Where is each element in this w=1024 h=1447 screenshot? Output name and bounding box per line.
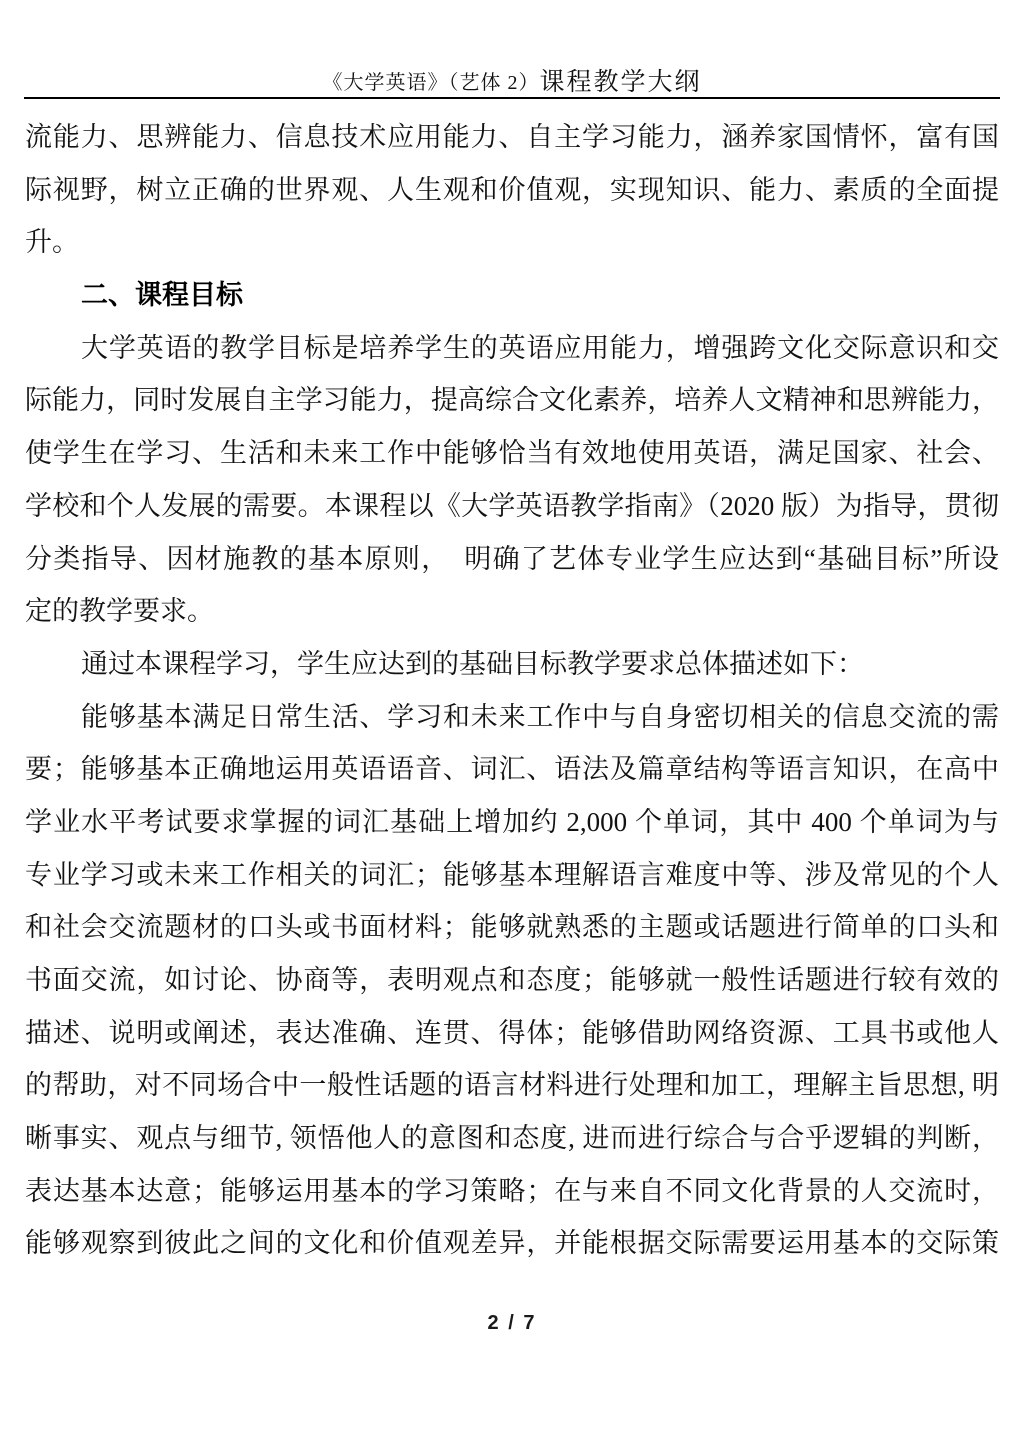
text-line: 分类指导、因材施教的基本原则， 明确了艺体专业学生应达到“基础目标”所设 xyxy=(25,543,999,574)
text-line: 能够观察到彼此之间的文化和价值观差异，并能根据交际需要运用基本的交际策 xyxy=(25,1228,999,1259)
text-line: 学校和个人发展的需要。本课程以《大学英语教学指南》（2020 版）为指导，贯彻 xyxy=(25,490,999,521)
text-line: 的帮助，对不同场合中一般性话题的语言材料进行处理和加工，理解主旨思想, 明 xyxy=(25,1070,999,1101)
text-line: 通过本课程学习，学生应达到的基础目标教学要求总体描述如下： xyxy=(81,648,864,679)
header-title-prefix: 《大学英语》（艺体 2） xyxy=(322,72,540,94)
header-title-main: 课程教学大纲 xyxy=(539,69,702,96)
text-line: 升。 xyxy=(25,227,79,258)
text-line: 际能力，同时发展自主学习能力，提高综合文化素养，培养人文精神和思辨能力， xyxy=(25,385,999,416)
text-line: 描述、说明或阐述，表达准确、连贯、得体；能够借助网络资源、工具书或他人 xyxy=(25,1017,999,1048)
text-line: 要；能够基本正确地运用英语语音、词汇、语法及篇章结构等语言知识，在高中 xyxy=(25,754,999,785)
section-heading: 二、课程目标 xyxy=(81,280,243,311)
text-line: 学业水平考试要求掌握的词汇基础上增加约 2,000 个单词，其中 400 个单词为与 xyxy=(25,806,999,837)
page-header xyxy=(24,60,1000,96)
text-line: 能够基本满足日常生活、学习和未来工作中与自身密切相关的信息交流的需 xyxy=(81,701,999,732)
text-line: 和社会交流题材的口头或书面材料；能够就熟悉的主题或话题进行简单的口头和 xyxy=(25,912,999,943)
text-line: 专业学习或未来工作相关的词汇；能够基本理解语言难度中等、涉及常见的个人 xyxy=(25,859,999,890)
header-divider xyxy=(24,97,1000,99)
text-line: 流能力、思辨能力、信息技术应用能力、自主学习能力，涵养家国情怀，富有国 xyxy=(25,122,999,152)
text-line: 表达基本达意；能够运用基本的学习策略；在与来自不同文化背景的人交流时， xyxy=(25,1175,999,1206)
text-line: 大学英语的教学目标是培养学生的英语应用能力，增强跨文化交际意识和交 xyxy=(81,332,999,363)
text-line: 际视野，树立正确的世界观、人生观和价值观，实现知识、能力、素质的全面提 xyxy=(25,174,999,205)
text-line: 使学生在学习、生活和未来工作中能够恰当有效地使用英语，满足国家、社会、 xyxy=(25,438,999,469)
page-footer xyxy=(0,1312,1024,1335)
page-number: 2 / 7 xyxy=(487,1312,537,1334)
document-body xyxy=(25,111,999,1270)
text-line: 定的教学要求。 xyxy=(25,596,214,627)
text-line: 晰事实、观点与细节, 领悟他人的意图和态度, 进而进行综合与合乎逻辑的判断， xyxy=(25,1123,999,1154)
text-line: 书面交流，如讨论、协商等，表明观点和态度；能够就一般性话题进行较有效的 xyxy=(25,965,999,995)
